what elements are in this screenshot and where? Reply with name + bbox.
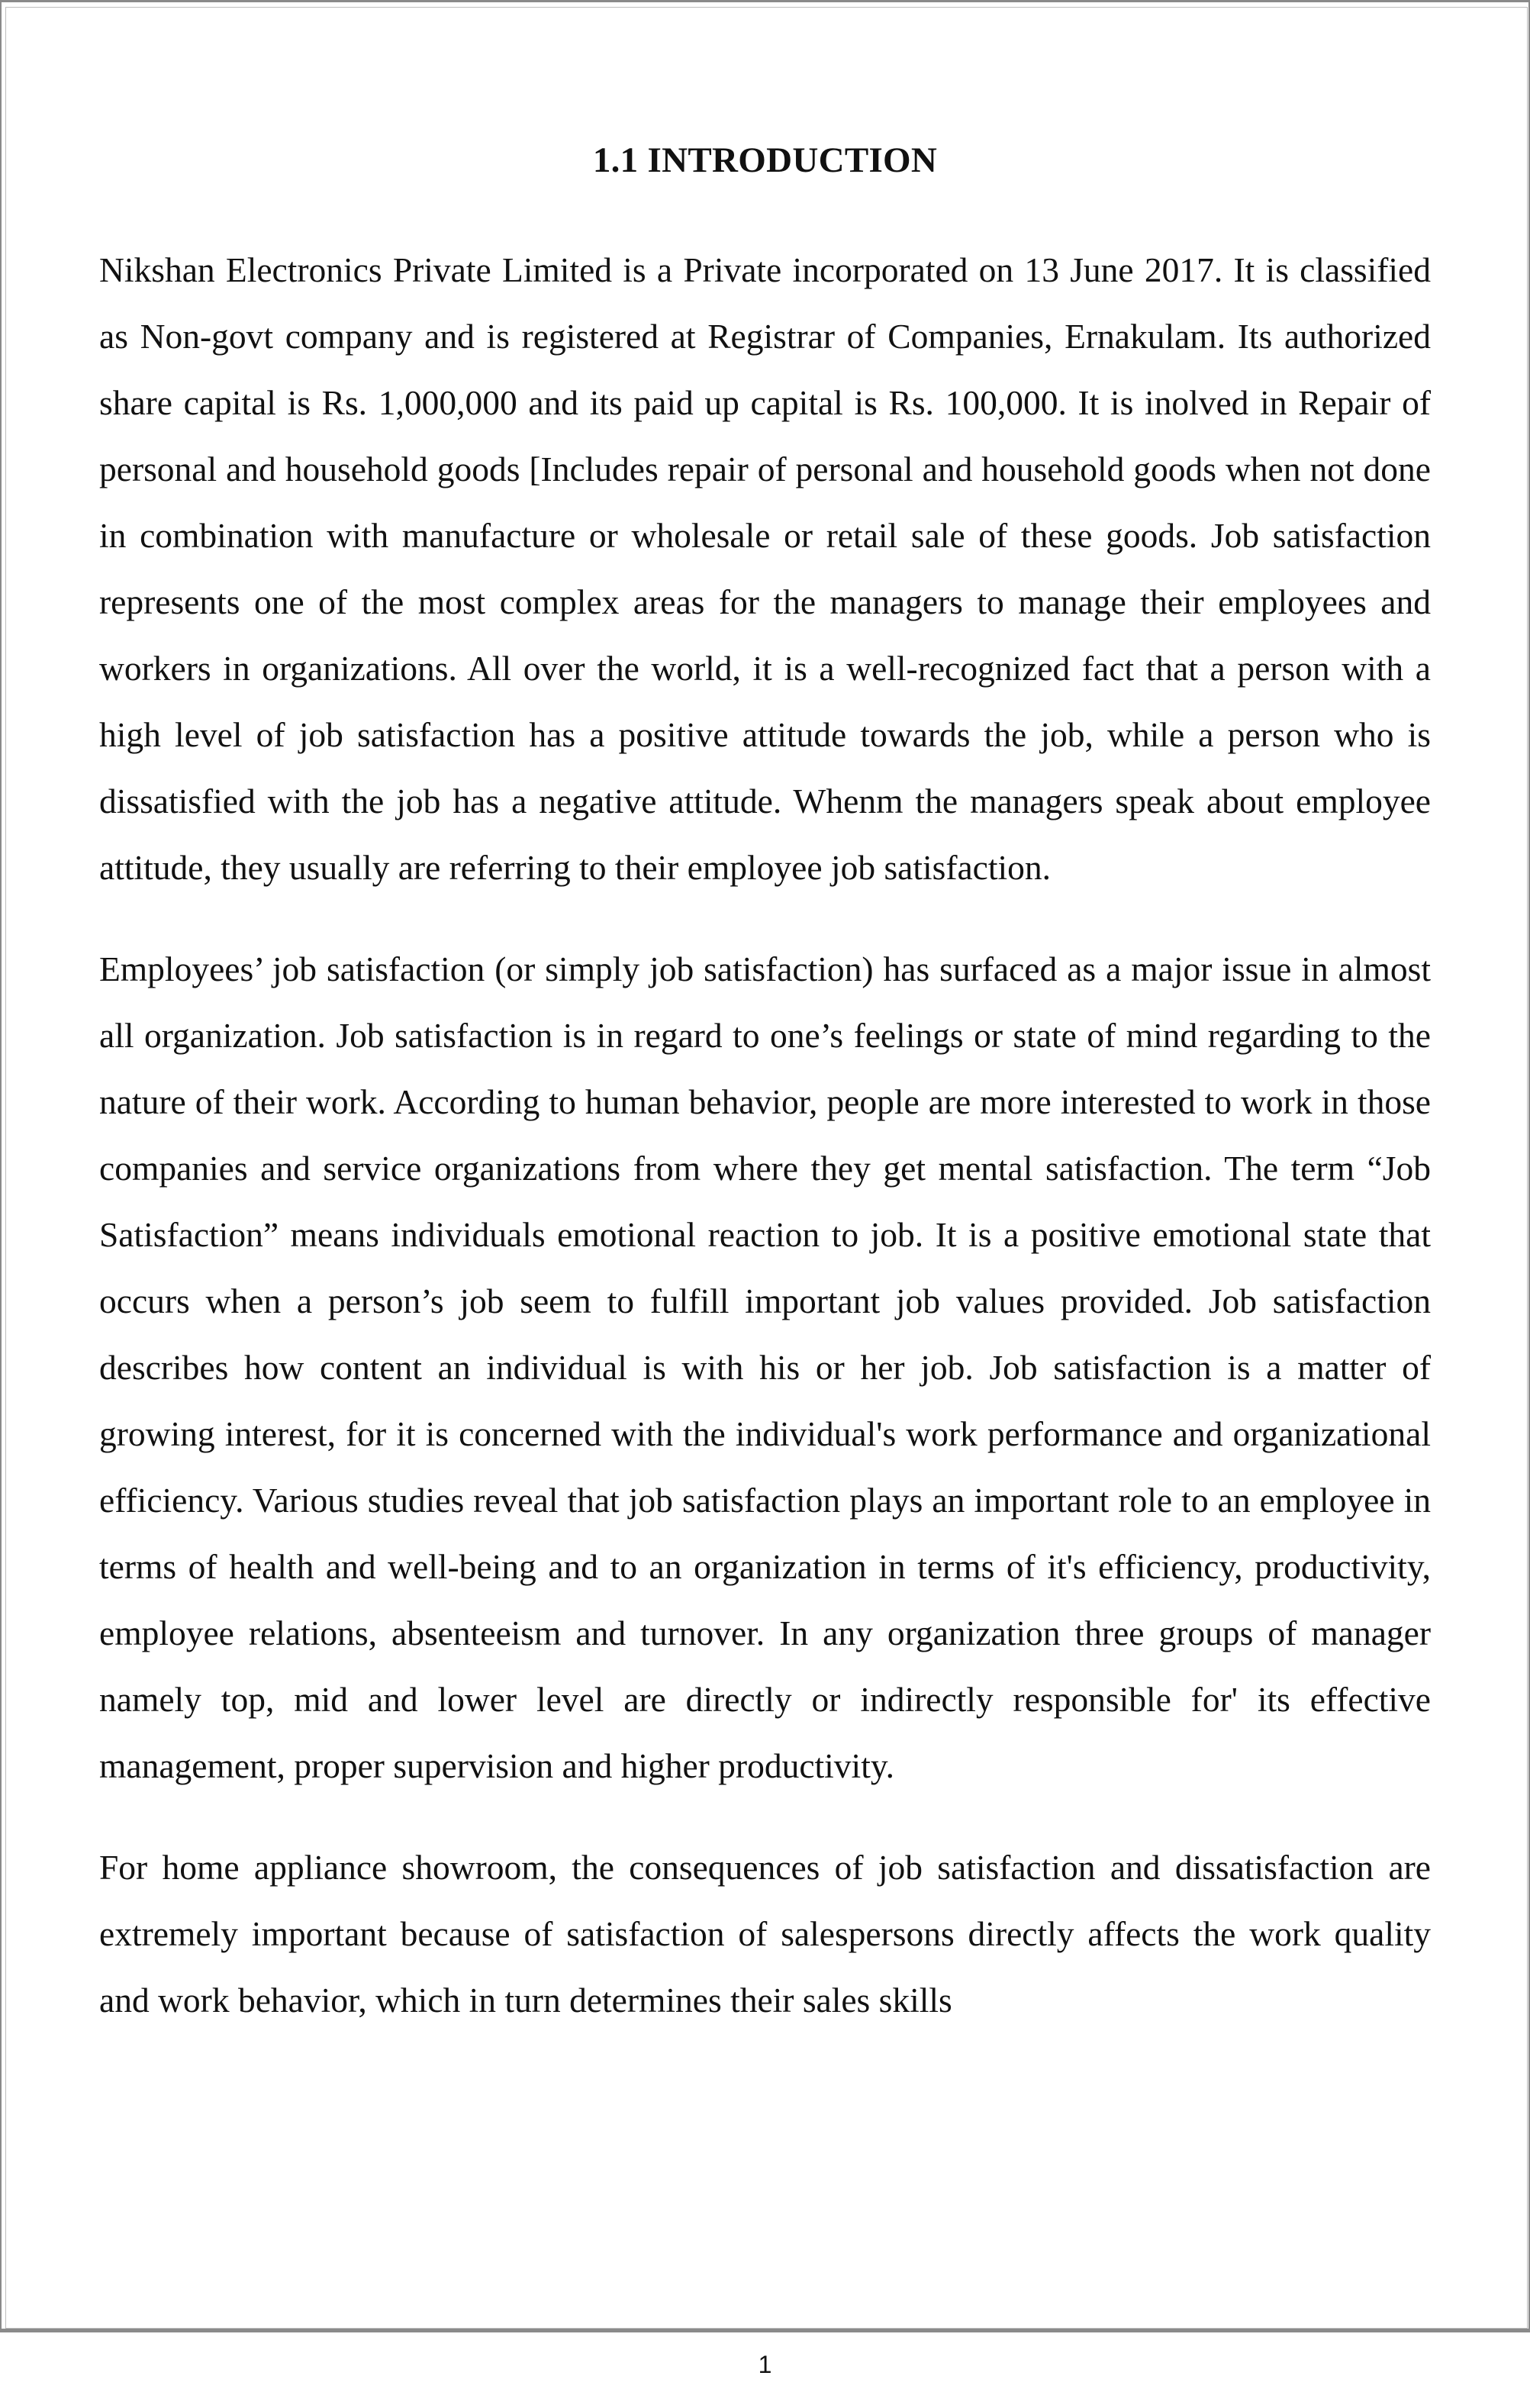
paragraph-company-intro: Nikshan Electronics Private Limited is a Private incorporated on 13 June 2017. It is classified as Non-govt company and is registered at Registrar of Companies, Ernakulam. Its authorized share capital is Rs. 1,000,000 and its paid up capital is Rs. 100,000. It is inolved in Repair of personal and household goods [Includes repair of personal and household goods when not done in combination with manufacture or wholesale or retail sale of these goods. Job satisfaction represents one of the most complex areas for the managers to manage their employees and workers in organizations. All over the world, it is a well-recognized fact that a person with a high level of job satisfaction has a positive attitude towards the job, while a person who is dissatisfied with the job has a negative attitude. Whenm the managers speak about employee attitude, they usually are referring to their employee job satisfaction.: [99, 250, 1431, 887]
paragraph-job-satisfaction: Employees’ job satisfaction (or simply job satisfaction) has surfaced as a major issue in almost all organization. Job satisfaction is in regard to one’s feelings or state of mind regarding to the nature of their work. According to human behavior, people are more interested to work in those companies and service organizations from where they get mental satisfaction. The term “Job Satisfaction” means individuals emotional reaction to job. It is a positive emotional state that occurs when a person’s job seem to fulfill important job values provided. Job satisfaction describes how content an individual is with his or her job. Job satisfaction is a matter of growing interest, for it is concerned with the individual's work performance and organizational efficiency. Various studies reveal that job satisfaction plays an important role to an employee in terms of health and well-being and to an organization in terms of it's efficiency, productivity, employee relations, absenteeism and turnover. In any organization three groups of manager namely top, mid and lower level are directly or indirectly responsible for' its effective management, proper supervision and higher productivity.: [99, 949, 1431, 1785]
section-heading: 1.1 INTRODUCTION: [592, 140, 938, 180]
page-number: 1: [758, 2351, 772, 2378]
document-body: [99, 237, 1431, 2068]
paragraph-home-appliance: For home appliance showroom, the consequences of job satisfaction and dissatisfaction are extremely important because of satisfaction of salespersons directly affects the work quality and work behavior, which in turn determines their sales skills: [99, 1848, 1431, 2020]
